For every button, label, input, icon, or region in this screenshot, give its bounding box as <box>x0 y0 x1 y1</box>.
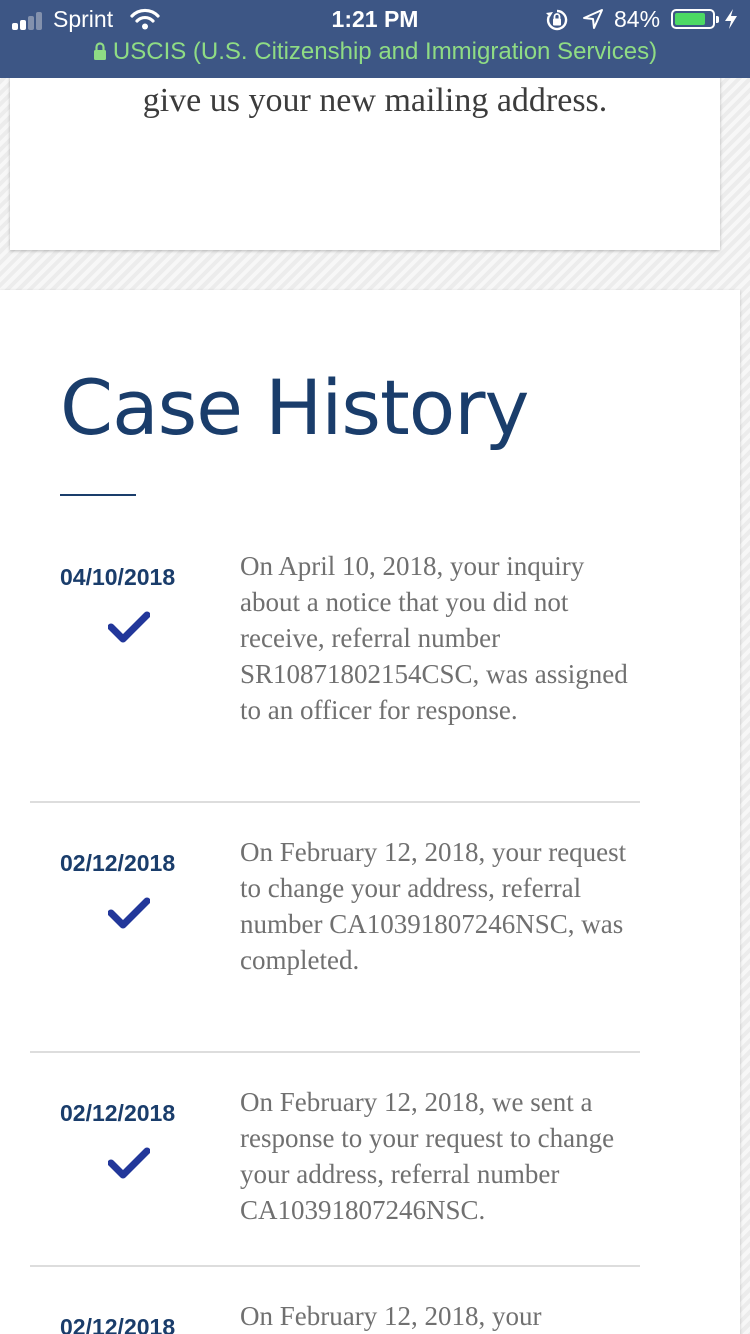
entry-date: 02/12/2018 <box>60 1100 176 1126</box>
case-history-card <box>0 290 740 1334</box>
page-title: Case History <box>60 363 529 452</box>
entry-date: 04/10/2018 <box>60 564 176 590</box>
browser-top-bar <box>0 0 750 78</box>
battery-icon <box>671 9 715 29</box>
entry-divider <box>30 1051 640 1053</box>
title-underline <box>60 494 136 496</box>
entry-date: 02/12/2018 <box>60 1314 176 1334</box>
charging-bolt-icon <box>723 8 739 30</box>
checkmark-icon <box>108 1146 150 1180</box>
entry-description: On February 12, 2018, your <box>240 1301 542 1331</box>
entry-divider <box>30 801 640 803</box>
entry-description: On February 12, 2018, your request to change your address, referral number CA10391807246NSC, was completed. <box>240 837 627 975</box>
entry-description: On February 12, 2018, we sent a response to your request to change your address, referral number CA10391807246NSC. <box>240 1087 615 1225</box>
entry-description: On April 10, 2018, your inquiry about a notice that you did not receive, referral number SR10871802154CSC, was assigned to an officer for response. <box>240 551 628 725</box>
checkmark-icon <box>108 896 150 930</box>
status-bar <box>0 0 750 40</box>
status-time: 1:21 PM <box>331 6 419 32</box>
location-arrow-icon <box>582 8 604 30</box>
orientation-lock-icon <box>545 8 569 32</box>
padlock-icon <box>93 41 107 61</box>
url-bar[interactable] <box>0 38 750 70</box>
entry-date: 02/12/2018 <box>60 850 176 876</box>
carrier-name: Sprint <box>53 6 114 32</box>
checkmark-icon <box>108 610 150 644</box>
address-info-text: give us your new mailing address. <box>142 82 608 119</box>
entry-divider <box>30 1265 640 1267</box>
battery-percent: 84% <box>614 6 661 32</box>
address-info-card <box>10 60 720 250</box>
site-name: USCIS (U.S. Citizenship and Immigration Services) <box>112 38 658 65</box>
battery-level-fill <box>675 13 705 25</box>
